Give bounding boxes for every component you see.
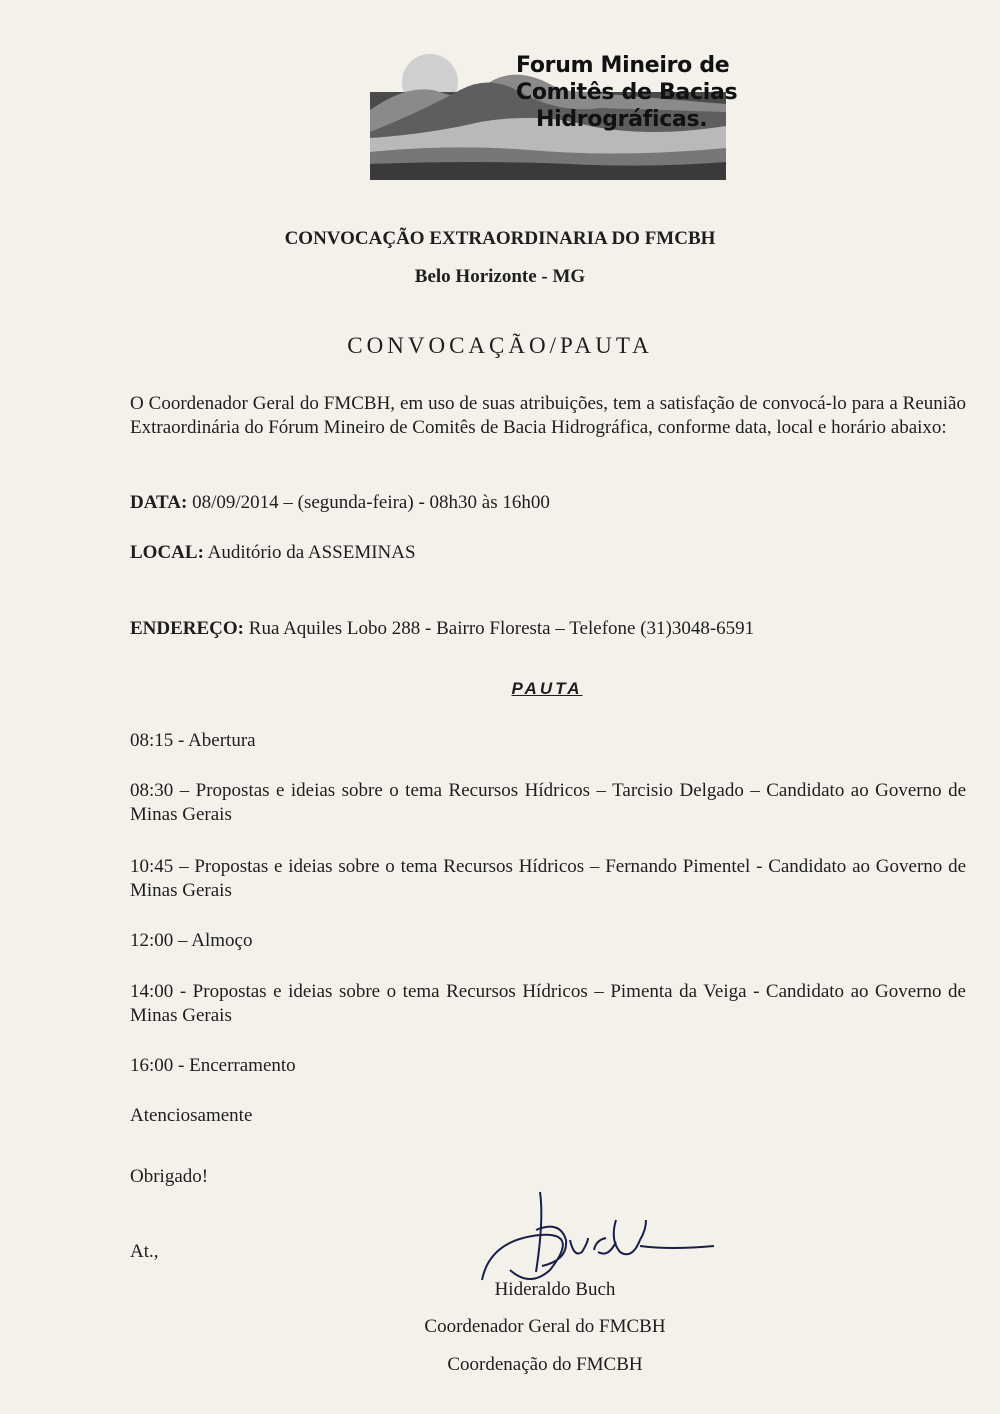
document-subtitle: CONVOCAÇÃO/PAUTA xyxy=(347,333,653,358)
date-value: 08/09/2014 – (segunda-feira) - 08h30 às 16h00 xyxy=(192,492,550,513)
intro-paragraph: O Coordenador Geral do FMCBH, em uso de suas atribuições, tem a satisfação de convocá-lo para a Reunião Extraordinária do Fórum Mineiro de Comitês de Bacia Hidrográfica, conforme data, local e horário abaixo: xyxy=(130,393,966,438)
local-label: LOCAL: xyxy=(130,542,204,563)
local-value: Auditório da ASSEMINAS xyxy=(207,542,416,563)
logo-text xyxy=(516,52,738,133)
agenda-item-encerramento: 16:00 - Encerramento xyxy=(130,1055,296,1076)
date-line xyxy=(130,491,550,515)
signatory-role: Coordenador Geral do FMCBH xyxy=(424,1316,666,1337)
signatory-name: Hideraldo Buch xyxy=(494,1279,616,1300)
date-label: DATA: xyxy=(130,492,188,513)
document-title: CONVOCAÇÃO EXTRAORDINARIA DO FMCBH xyxy=(284,228,716,249)
address-label: ENDEREÇO: xyxy=(130,618,245,639)
signatory-organization: Coordenação do FMCBH xyxy=(447,1354,643,1375)
closing-regards: Atenciosamente xyxy=(130,1105,253,1126)
address-value: Rua Aquiles Lobo 288 - Bairro Floresta – Telefone (31)3048-6591 xyxy=(248,618,755,639)
closing-thanks: Obrigado! xyxy=(130,1166,209,1187)
pauta-heading: PAUTA xyxy=(511,679,583,698)
address-line xyxy=(130,617,754,641)
agenda-item-tarcisio: 08:30 – Propostas e ideias sobre o tema Recursos Hídricos – Tarcisio Delgado – Candidato ao Governo de Minas Gerais xyxy=(130,780,966,825)
closing-at: At., xyxy=(130,1241,159,1262)
logo-line-3: Hidrográficas. xyxy=(536,107,708,132)
agenda-item-veiga: 14:00 - Propostas e ideias sobre o tema Recursos Hídricos – Pimenta da Veiga - Candidato ao Governo de Minas Gerais xyxy=(130,981,966,1026)
agenda-item-pimentel: 10:45 – Propostas e ideias sobre o tema Recursos Hídricos – Fernando Pimentel - Candidato ao Governo de Minas Gerais xyxy=(130,856,966,901)
local-line xyxy=(130,541,416,565)
document-location: Belo Horizonte - MG xyxy=(414,266,586,287)
fmcbh-logo xyxy=(370,52,738,180)
logo-line-2: Comitês de Bacias xyxy=(516,80,738,105)
agenda-item-almoco: 12:00 – Almoço xyxy=(130,930,253,951)
logo-line-1: Forum Mineiro de xyxy=(516,53,730,78)
agenda-item-abertura: 08:15 - Abertura xyxy=(130,730,256,751)
handwritten-signature xyxy=(470,1180,730,1290)
